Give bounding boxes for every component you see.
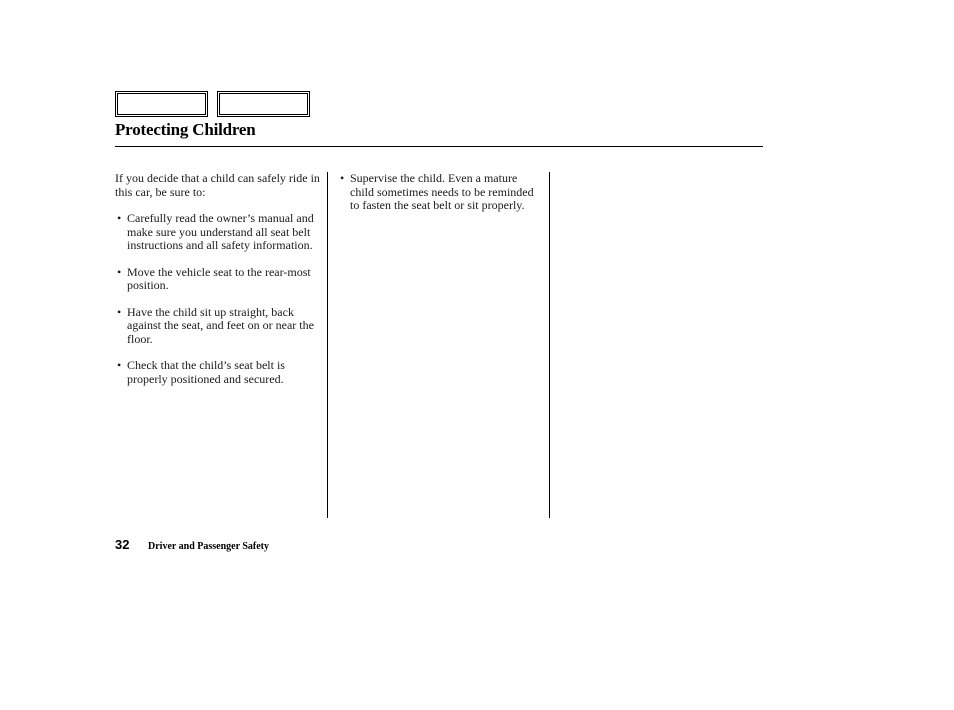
bullet-list-1 [115,212,320,386]
bullet-list-2 [338,172,543,213]
bullet-icon: • [340,171,345,185]
page-title: Protecting Children [115,120,256,139]
text-column-2 [338,172,543,226]
list-item-text: Carefully read the owner’s manual and make sure you understand all seat belt instructions and all safety information. [127,211,314,252]
bullet-icon: • [117,304,122,319]
list-item [115,212,320,253]
list-item [338,172,543,213]
list-item-text: Have the child sit up straight, back against the seat, and feet on or near the floor. [127,304,314,346]
list-item [115,266,320,293]
bullet-icon: • [117,358,122,372]
page-number: 32 [115,537,130,552]
text-column-1 [115,172,320,399]
bullet-icon: • [117,264,122,279]
nav-tab-box-1[interactable] [115,91,208,117]
footer-section-name: Driver and Passenger Safety [148,541,270,552]
title-divider [115,146,763,147]
bullet-icon: • [117,211,122,225]
list-item-text: Move the vehicle seat to the rear-most position. [127,264,311,292]
list-item-text: Check that the child’s seat belt is properly positioned and secured. [127,358,285,386]
list-item [115,359,320,386]
column-divider-2 [549,172,550,518]
list-item [115,306,320,347]
intro-paragraph: If you decide that a child can safely ride in this car, be sure to: [115,171,320,199]
nav-tab-box-2[interactable] [217,91,310,117]
column-divider-1 [327,172,328,518]
list-item-text: Supervise the child. Even a mature child sometimes needs to be reminded to fasten the seat belt or sit properly. [350,171,534,212]
